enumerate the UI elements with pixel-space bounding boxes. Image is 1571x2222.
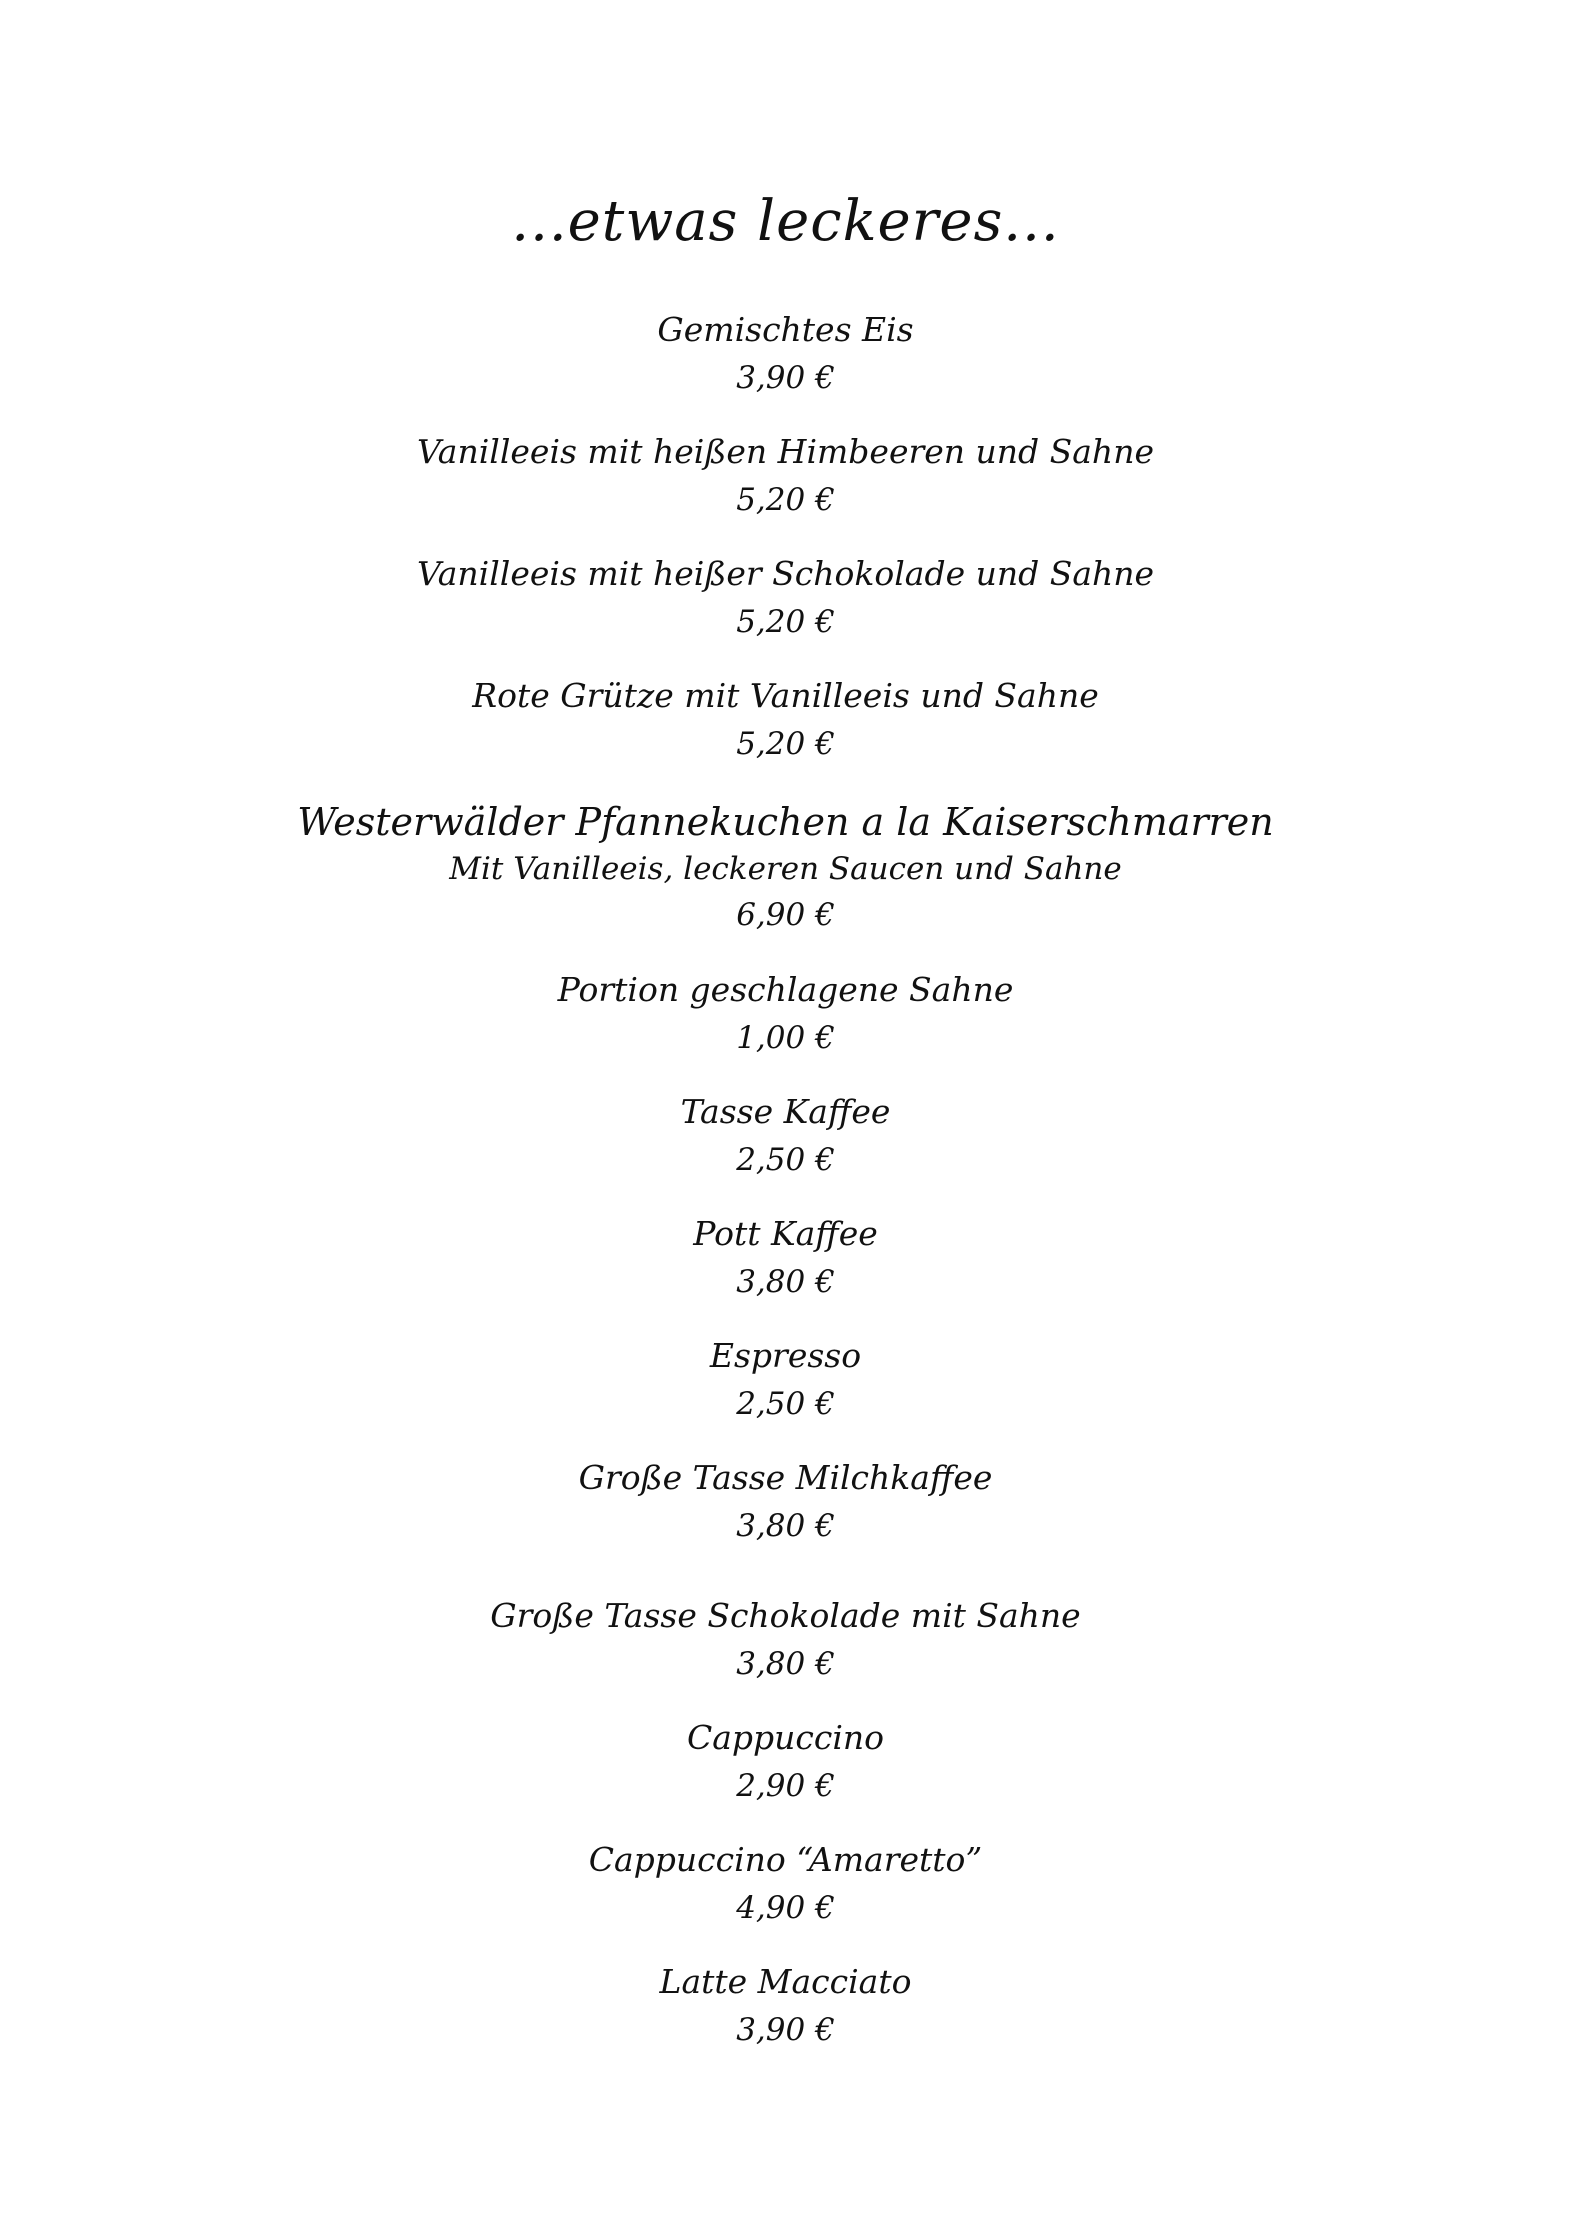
item-price: 2,50 € <box>736 1142 835 1178</box>
item-price: 2,90 € <box>736 1768 835 1804</box>
menu-item <box>0 1088 1571 1184</box>
menu-item <box>0 1454 1571 1550</box>
menu-item <box>0 672 1571 768</box>
item-price: 3,90 € <box>736 2012 835 2048</box>
menu-item <box>0 428 1571 524</box>
item-name: Pott Kaffee <box>693 1214 878 1253</box>
item-price: 5,20 € <box>736 726 835 762</box>
item-name: Portion geschlagene Sahne <box>557 970 1014 1009</box>
item-name: Gemischtes Eis <box>657 310 914 349</box>
item-name: Vanilleeis mit heißer Schokolade und Sahne <box>416 554 1155 593</box>
menu-item <box>0 1714 1571 1810</box>
item-price: 3,80 € <box>736 1646 835 1682</box>
item-name: Große Tasse Schokolade mit Sahne <box>490 1596 1081 1635</box>
item-name: Cappuccino <box>686 1718 885 1757</box>
item-price: 5,20 € <box>736 482 835 518</box>
item-name: Tasse Kaffee <box>680 1092 891 1131</box>
item-name: Cappuccino “Amaretto” <box>588 1840 983 1879</box>
page-title: ...etwas leckeres... <box>511 189 1060 254</box>
menu-item <box>0 1958 1571 2054</box>
item-price: 3,80 € <box>736 1264 835 1300</box>
menu-item-featured <box>0 797 1571 939</box>
menu-item <box>0 1332 1571 1428</box>
item-name: Rote Grütze mit Vanilleeis und Sahne <box>472 676 1099 715</box>
item-price: 3,90 € <box>736 360 835 396</box>
item-name: Latte Macciato <box>659 1962 912 2001</box>
item-price: 4,90 € <box>736 1890 835 1926</box>
item-price: 3,80 € <box>736 1508 835 1544</box>
item-price: 1,00 € <box>736 1020 835 1056</box>
item-name: Westerwälder Pfannekuchen a la Kaiserschmarren <box>297 800 1274 844</box>
item-price: 2,50 € <box>736 1386 835 1422</box>
menu-item <box>0 1836 1571 1932</box>
item-name: Vanilleeis mit heißen Himbeeren und Sahne <box>417 432 1154 471</box>
menu-item <box>0 306 1571 402</box>
item-price: 6,90 € <box>736 897 835 933</box>
menu-item <box>0 550 1571 646</box>
item-description: Mit Vanilleeis, leckeren Saucen und Sahne <box>449 851 1122 887</box>
item-price: 5,20 € <box>736 604 835 640</box>
item-name: Große Tasse Milchkaffee <box>578 1458 993 1497</box>
menu-item <box>0 1592 1571 1688</box>
item-name: Espresso <box>709 1336 862 1375</box>
menu-item <box>0 1210 1571 1306</box>
menu-item <box>0 966 1571 1062</box>
